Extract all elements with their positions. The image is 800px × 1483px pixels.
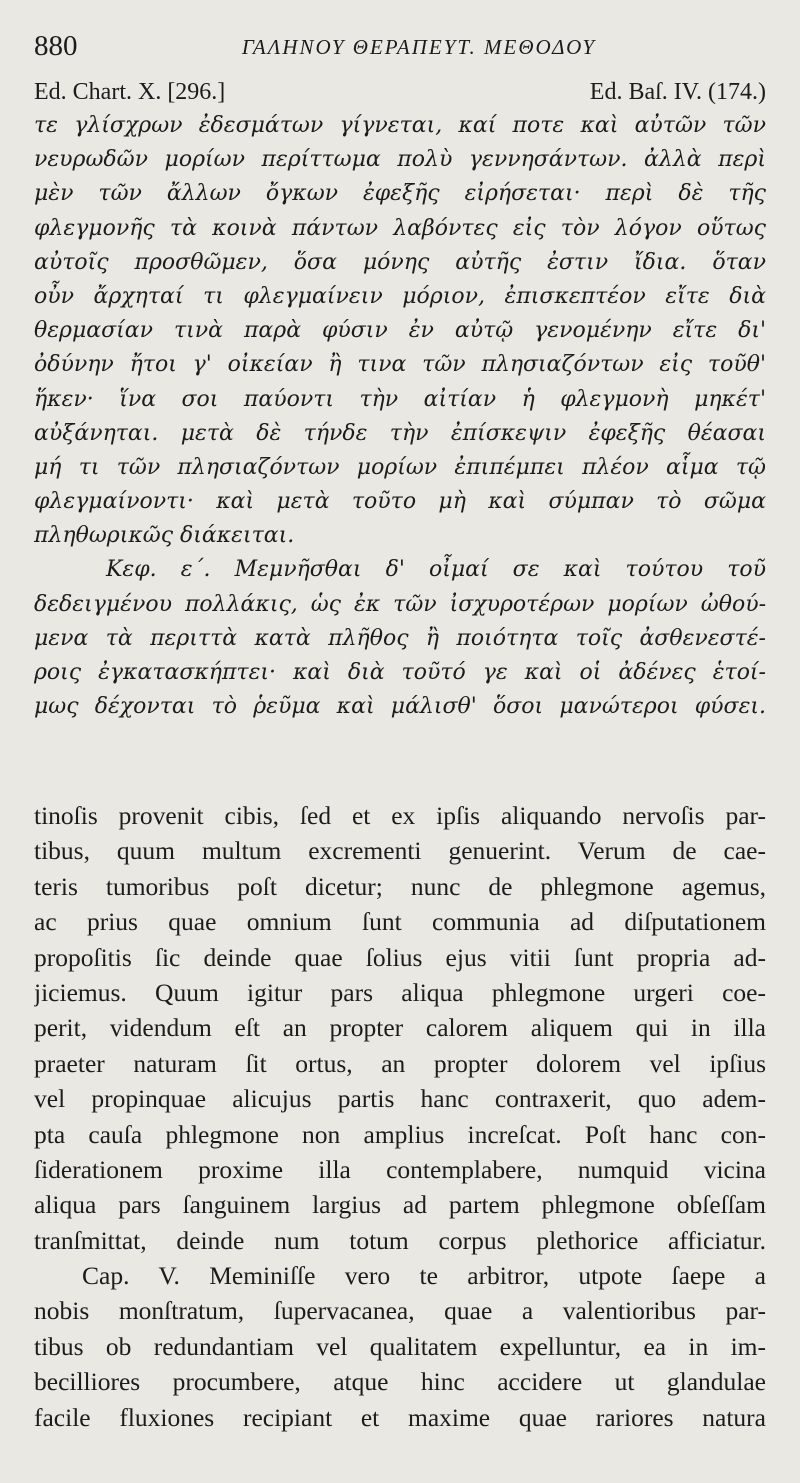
latin-line: pta cauſa phlegmone non amplius increſcat. Poſt hanc con-	[34, 1119, 766, 1149]
page-number: 880	[34, 30, 78, 62]
greek-line: αὐξάνηται. μετὰ δὲ τήνδε τὴν ἐπίσκεψιν ἐφεξῆς θέασαι	[34, 420, 766, 446]
latin-line: tranſmittat, deinde num totum corpus plethorice afficiatur.	[34, 1225, 766, 1255]
greek-line: ἥκεν· ἵνα σοι παύοντι τὴν αἰτίαν ἡ φλεγμονὴ μηκέτ'	[34, 386, 766, 412]
greek-line: νευρωδῶν μορίων περίττωμα πολὺ γεννησάντων. ἀλλὰ περὶ	[34, 147, 766, 173]
greek-line: αὐτοῖς προσθῶμεν, ὅσα μόνης αὐτῆς ἐστιν ἴδια. ὅταν	[34, 249, 766, 275]
latin-text-block	[34, 798, 766, 1435]
greek-line: μως δέχονται τὸ ῥεῦμα καὶ μάλισθ' ὅσοι μανώτεροι φύσει.	[34, 694, 766, 720]
greek-line: δεδειγμένου πολλάκις, ὡς ἐκ τῶν ἰσχυροτέρων μορίων ὠθού-	[34, 591, 766, 617]
greek-line: μὲν τῶν ἄλλων ὄγκων ἐφεξῆς εἰρήσεται· περὶ δὲ τῆς	[34, 181, 766, 207]
latin-chapter-heading-line: Cap. V. Meminiſſe vero te arbitror, utpote ſaepe a	[82, 1261, 766, 1291]
greek-line: οὖν ἄρχηταί τι φλεγμαίνειν μόριον, ἐπισκεπτέον εἴτε διὰ	[34, 283, 766, 309]
latin-line: aliqua pars ſanguinem largius ad partem phlegmone obſeſſam	[34, 1190, 766, 1220]
greek-chapter-heading-line: Κεφ. ε΄. Μεμνῆσθαι δ' οἶμαί σε καὶ τούτου τοῦ	[106, 557, 766, 583]
greek-text-block	[34, 109, 766, 724]
latin-line: praeter naturam ſit ortus, an propter dolorem vel ipſius	[34, 1048, 766, 1078]
greek-line: τε γλίσχρων ἐδεσμάτων γίγνεται, καί ποτε καὶ αὐτῶν τῶν	[34, 113, 766, 138]
latin-line: tinoſis provenit cibis, ſed et ex ipſis aliquando nervoſis par-	[34, 801, 766, 830]
latin-line: vel propinquae alicujus partis hanc contraxerit, quo adem-	[34, 1084, 766, 1114]
latin-line: facile fluxiones recipiant et maxime quae rariores natura	[34, 1402, 766, 1432]
greek-line: ροις ἐγκατασκήπτει· καὶ διὰ τοῦτό γε καὶ οἱ ἀδένες ἑτοί-	[34, 660, 766, 685]
greek-line: ὀδύνην ἤτοι γ' οἰκείαν ἢ τινα τῶν πλησιαζόντων εἰς τοῦθ'	[34, 352, 766, 378]
edition-chartier: Ed. Chart. X. [296.]	[34, 79, 226, 105]
latin-line: propoſitis ſic deinde quae ſolius ejus vitii ſunt propria ad-	[34, 942, 766, 972]
latin-line: tibus ob redundantiam vel qualitatem expelluntur, ea in im-	[34, 1331, 766, 1361]
greek-line: θερμασίαν τινὰ παρὰ φύσιν ἐν αὐτῷ γενομένην εἴτε δι'	[34, 318, 766, 344]
edition-references	[34, 79, 766, 109]
latin-line: ſiderationem proxime illa contemplabere, numquid vicina	[34, 1154, 766, 1184]
greek-line: μενα τὰ περιττὰ κατὰ πλῆθος ἢ ποιότητα τοῖς ἀσθενεστέ-	[34, 625, 766, 651]
latin-line: teris tumoribus poſt dicetur; nunc de phlegmone agemus,	[34, 871, 766, 901]
greek-line: φλεγμονῆς τὰ κοινὰ πάντων λαβόντες εἰς τὸν λόγον οὕτως	[34, 215, 766, 241]
latin-line: tibus, quum multum excrementi genuerint. Verum de cae-	[34, 836, 766, 866]
latin-line: jiciemus. Quum igitur pars aliqua phlegmone urgeri coe-	[34, 977, 766, 1007]
latin-line: ac prius quae omnium ſunt communia ad diſputationem	[34, 907, 766, 937]
greek-line: φλεγμαίνοντι· καὶ μετὰ τοῦτο μὴ καὶ σύμπαν τὸ σῶμα	[34, 489, 766, 515]
edition-basel: Ed. Baſ. IV. (174.)	[589, 79, 766, 105]
greek-line: πληθωρικῶς διάκειται.	[34, 523, 295, 549]
running-head	[34, 30, 764, 66]
greek-line: μή τι τῶν πλησιαζόντων μορίων ἐπιπέμπει πλέον αἷμα τῷ	[34, 454, 766, 480]
latin-line: becilliores procumbere, atque hinc accidere ut glandulae	[34, 1367, 766, 1397]
running-title: ΓΑΛΗΝΟΥ ΘΕΡΑΠΕΥΤ. ΜΕΘΟΔΟΥ	[241, 35, 597, 59]
latin-line: nobis monſtratum, ſupervacanea, quae a valentioribus par-	[34, 1296, 766, 1326]
latin-line: perit, videndum eſt an propter calorem aliquem qui in illa	[34, 1013, 766, 1043]
